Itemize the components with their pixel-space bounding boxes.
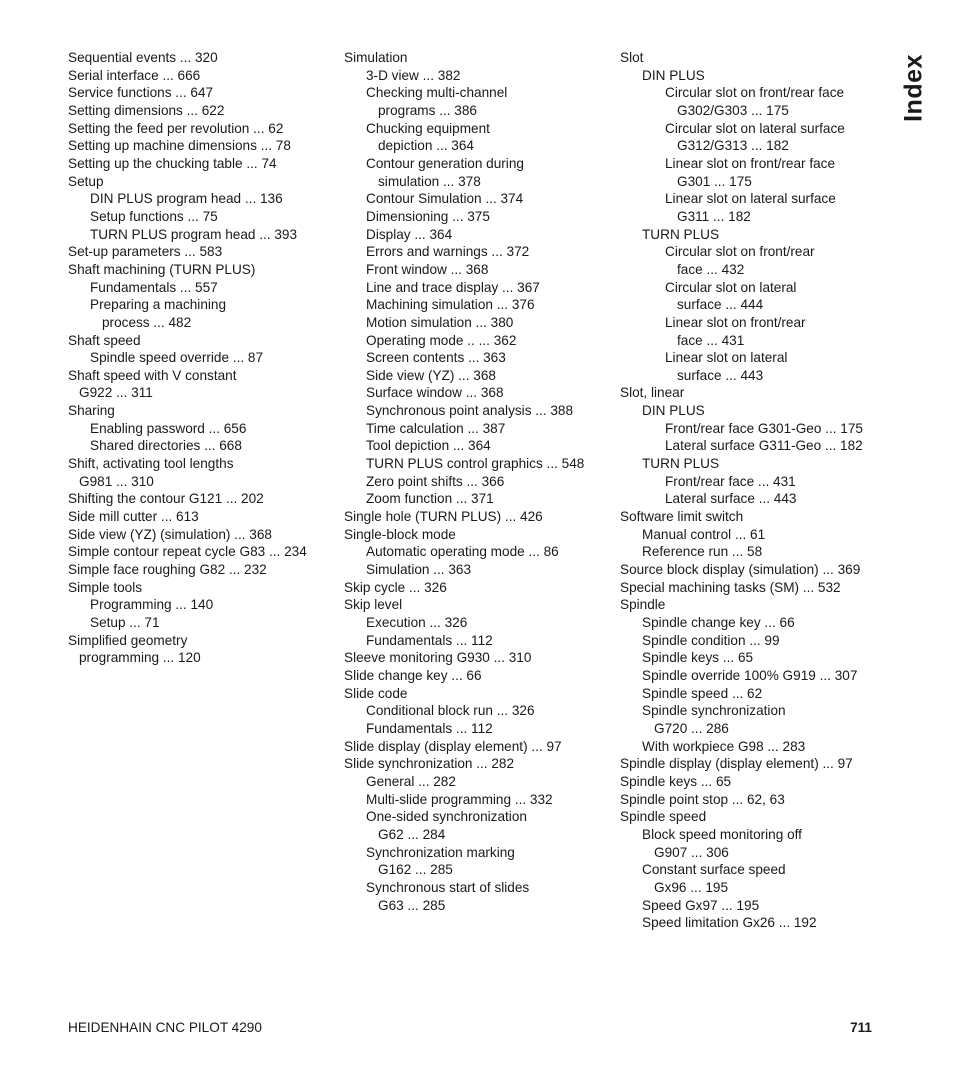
index-subentry: Time calculation ... 387 xyxy=(366,420,506,436)
page-number: 711 xyxy=(850,1020,872,1035)
index-entry-continuation: programs ... 386 xyxy=(378,102,477,118)
index-entry: Simple contour repeat cycle G83 ... 234 xyxy=(68,544,307,560)
index-subentry: Spindle speed override ... 87 xyxy=(90,350,264,366)
index-entry: Sharing xyxy=(68,403,115,419)
index-subentry: General ... 282 xyxy=(366,773,456,789)
index-subentry: Tool depiction ... 364 xyxy=(366,438,491,454)
index-subentry: Errors and warnings ... 372 xyxy=(366,244,530,260)
index-subentry: Chucking equipment xyxy=(366,120,490,136)
index-entry: Slot xyxy=(620,50,644,65)
index-subentry: Manual control ... 61 xyxy=(642,526,766,542)
index-subentry: Linear slot on front/rear face xyxy=(665,155,836,171)
index-subentry: Zoom function ... 371 xyxy=(366,491,494,507)
index-entry-continuation: process ... 482 xyxy=(102,314,192,330)
index-entry: Simple tools xyxy=(68,579,143,595)
index-subentry: Lateral surface G311-Geo ... 182 xyxy=(665,438,863,454)
index-entry: Slide display (display element) ... 97 xyxy=(344,738,562,754)
index-entry-continuation: G720 ... 286 xyxy=(654,720,729,736)
index-entry: Spindle xyxy=(620,597,666,613)
index-entry: Spindle speed xyxy=(620,809,707,825)
index-subentry: Lateral surface ... 443 xyxy=(665,491,797,507)
index-subentry: Fundamentals ... 112 xyxy=(366,720,493,736)
index-subentry: Fundamentals ... 557 xyxy=(90,279,218,295)
index-subentry: TURN PLUS xyxy=(642,456,720,472)
index-subentry: DIN PLUS xyxy=(642,403,705,419)
index-entry: Setup xyxy=(68,173,104,189)
index-subentry: Spindle keys ... 65 xyxy=(642,650,754,666)
index-entry-continuation: surface ... 443 xyxy=(677,367,764,383)
index-subentry: TURN PLUS program head ... 393 xyxy=(90,226,298,242)
index-subentry: Operating mode .. ... 362 xyxy=(366,332,517,348)
index-entry-continuation: simulation ... 378 xyxy=(378,173,481,189)
index-entry: Setting the feed per revolution ... 62 xyxy=(68,120,284,136)
index-subentry: Line and trace display ... 367 xyxy=(366,279,540,295)
index-entry: Sleeve monitoring G930 ... 310 xyxy=(344,650,532,666)
index-subentry: Machining simulation ... 376 xyxy=(366,297,535,313)
index-subentry: Setup ... 71 xyxy=(90,615,160,630)
index-subentry: Front/rear face G301-Geo ... 175 xyxy=(665,420,863,436)
index-entry-continuation: face ... 431 xyxy=(677,332,745,348)
index-column-3 xyxy=(620,49,882,932)
index-subentry: Zero point shifts ... 366 xyxy=(366,473,505,489)
index-subentry: Fundamentals ... 112 xyxy=(366,632,493,648)
index-subentry: TURN PLUS control graphics ... 548 xyxy=(366,456,585,472)
index-subentry: Front/rear face ... 431 xyxy=(665,473,796,489)
index-entry: Sequential events ... 320 xyxy=(68,50,218,65)
index-subentry: Linear slot on lateral xyxy=(665,350,788,366)
index-entry: Single hole (TURN PLUS) ... 426 xyxy=(344,509,543,525)
index-column-2 xyxy=(344,49,614,914)
index-entry: Shaft speed with V constant xyxy=(68,367,237,383)
index-subentry: DIN PLUS xyxy=(642,67,705,83)
index-entry: Setting dimensions ... 622 xyxy=(68,102,225,118)
index-subentry: Reference run ... 58 xyxy=(642,544,763,560)
index-entry-continuation: G301 ... 175 xyxy=(677,173,752,189)
index-subentry: Front window ... 368 xyxy=(366,261,489,277)
index-entry: Simulation xyxy=(344,50,408,65)
index-entry: Side mill cutter ... 613 xyxy=(68,509,199,525)
index-entry-continuation: G981 ... 310 xyxy=(79,473,154,489)
index-subentry: Synchronous point analysis ... 388 xyxy=(366,403,574,419)
index-column-1 xyxy=(68,49,338,667)
index-subentry: Automatic operating mode ... 86 xyxy=(366,544,559,560)
index-entry: Simplified geometry xyxy=(68,632,188,648)
index-subentry: Speed limitation Gx26 ... 192 xyxy=(642,915,817,931)
index-entry: Slide code xyxy=(344,685,408,701)
index-entry-continuation: Gx96 ... 195 xyxy=(654,879,729,895)
index-subentry: Synchronization marking xyxy=(366,844,515,860)
index-subentry: Contour generation during xyxy=(366,155,524,171)
index-subentry: DIN PLUS program head ... 136 xyxy=(90,191,283,207)
index-entry: Shifting the contour G121 ... 202 xyxy=(68,491,264,507)
index-entry-continuation: face ... 432 xyxy=(677,261,745,277)
index-entry-continuation: G312/G313 ... 182 xyxy=(677,138,789,154)
index-entry: Spindle point stop ... 62, 63 xyxy=(620,791,785,807)
index-entry: Special machining tasks (SM) ... 532 xyxy=(620,579,841,595)
index-subentry: Shared directories ... 668 xyxy=(90,438,242,454)
index-subentry: Surface window ... 368 xyxy=(366,385,504,401)
index-entry-continuation: G907 ... 306 xyxy=(654,844,729,860)
index-subentry: Spindle speed ... 62 xyxy=(642,685,763,701)
index-entry-continuation: G311 ... 182 xyxy=(677,208,751,224)
index-entry: Service functions ... 647 xyxy=(68,85,214,101)
index-subentry: Speed Gx97 ... 195 xyxy=(642,897,760,913)
index-entry: Spindle display (display element) ... 97 xyxy=(620,756,853,772)
index-subentry: Display ... 364 xyxy=(366,226,453,242)
index-subentry: Setup functions ... 75 xyxy=(90,208,218,224)
index-subentry: Multi-slide programming ... 332 xyxy=(366,791,553,807)
index-subentry: Linear slot on front/rear xyxy=(665,314,806,330)
index-subentry: 3-D view ... 382 xyxy=(366,67,461,83)
index-subentry: Screen contents ... 363 xyxy=(366,350,506,366)
index-subentry: Enabling password ... 656 xyxy=(90,420,247,436)
index-entry: Skip level xyxy=(344,597,403,613)
index-subentry: Checking multi-channel xyxy=(366,85,508,101)
index-subentry: Motion simulation ... 380 xyxy=(366,314,514,330)
index-entry: Setting up the chucking table ... 74 xyxy=(68,155,277,171)
index-entry: Software limit switch xyxy=(620,509,744,525)
index-subentry: Conditional block run ... 326 xyxy=(366,703,535,719)
index-subentry: Spindle synchronization xyxy=(642,703,786,719)
index-subentry: Simulation ... 363 xyxy=(366,562,472,578)
index-entry: Slot, linear xyxy=(620,385,685,401)
index-entry: Simple face roughing G82 ... 232 xyxy=(68,562,267,578)
index-entry: Setting up machine dimensions ... 78 xyxy=(68,138,291,154)
index-subentry: Linear slot on lateral surface xyxy=(665,191,836,207)
index-subentry: Spindle override 100% G919 ... 307 xyxy=(642,667,858,683)
index-subentry: Synchronous start of slides xyxy=(366,879,530,895)
index-entry: Skip cycle ... 326 xyxy=(344,579,447,595)
index-entry-continuation: surface ... 444 xyxy=(677,297,764,313)
index-subentry: Circular slot on lateral surface xyxy=(665,120,845,136)
index-entry-continuation: G302/G303 ... 175 xyxy=(677,102,789,118)
index-subentry: Execution ... 326 xyxy=(366,615,468,630)
index-entry-continuation: G62 ... 284 xyxy=(378,826,446,842)
index-entry: Slide synchronization ... 282 xyxy=(344,756,515,772)
index-entry: Serial interface ... 666 xyxy=(68,67,201,83)
index-subentry: Dimensioning ... 375 xyxy=(366,208,490,224)
index-entry: Spindle keys ... 65 xyxy=(620,773,732,789)
index-subentry: TURN PLUS xyxy=(642,226,720,242)
index-entry: Shift, activating tool lengths xyxy=(68,456,234,472)
index-entry: Single-block mode xyxy=(344,526,456,542)
index-subentry: With workpiece G98 ... 283 xyxy=(642,738,806,754)
index-subentry: Contour Simulation ... 374 xyxy=(366,191,524,207)
index-subentry: Circular slot on lateral xyxy=(665,279,797,295)
index-entry: Source block display (simulation) ... 369 xyxy=(620,562,861,578)
index-subentry: Circular slot on front/rear face xyxy=(665,85,845,101)
index-entry: Slide change key ... 66 xyxy=(344,667,482,683)
index-entry: Set-up parameters ... 583 xyxy=(68,244,223,260)
index-subentry: Spindle change key ... 66 xyxy=(642,615,795,630)
footer-product-name: HEIDENHAIN CNC PILOT 4290 xyxy=(68,1020,262,1035)
index-entry: Shaft speed xyxy=(68,332,141,348)
index-entry-continuation: G63 ... 285 xyxy=(378,897,446,913)
index-subentry: Spindle condition ... 99 xyxy=(642,632,780,648)
index-subentry: Preparing a machining xyxy=(90,297,227,313)
index-subentry: Programming ... 140 xyxy=(90,597,214,613)
index-entry: Shaft machining (TURN PLUS) xyxy=(68,261,256,277)
index-subentry: One-sided synchronization xyxy=(366,809,527,825)
index-entry-continuation: depiction ... 364 xyxy=(378,138,474,154)
index-entry-continuation: G922 ... 311 xyxy=(79,385,153,401)
index-subentry: Constant surface speed xyxy=(642,862,786,878)
index-entry-continuation: G162 ... 285 xyxy=(378,862,453,878)
index-entry: Side view (YZ) (simulation) ... 368 xyxy=(68,526,272,542)
section-tab-label xyxy=(894,48,934,128)
index-entry-continuation: programming ... 120 xyxy=(79,650,201,666)
index-subentry: Side view (YZ) ... 368 xyxy=(366,367,496,383)
index-subentry: Block speed monitoring off xyxy=(642,826,802,842)
section-title: Index xyxy=(899,54,928,122)
index-subentry: Circular slot on front/rear xyxy=(665,244,815,260)
